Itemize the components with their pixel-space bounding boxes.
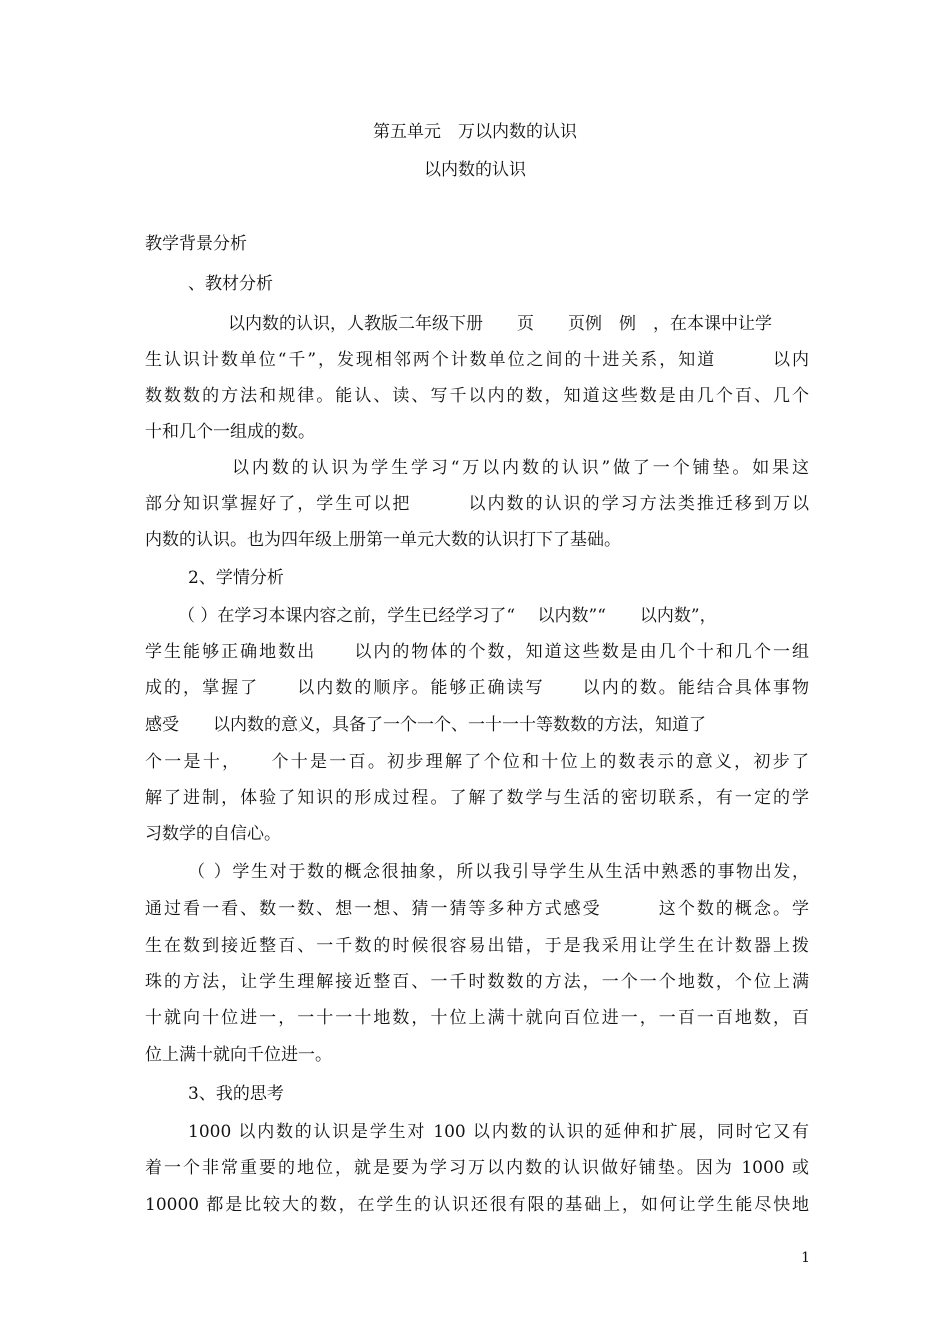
paragraph-line: 以内数的认识为学生学习“万以内数的认识”做了一个铺垫。如果这 [232,458,809,478]
subheading-textbook-analysis: 、教材分析 [188,274,273,294]
paragraph-line: 部分知识掌握好了，学生可以把 以内数的认识的学习方法类推迁移到万以 [145,494,809,514]
paragraph-line: 个一是十， 个十是一百。初步理解了个位和十位上的数表示的意义，初步了 [145,752,809,772]
paragraph-line: 感受 以内数的意义，具备了一个一个、一十一十等数数的方法，知道了 [145,715,706,735]
subheading-student-analysis: 2、学情分析 [188,568,284,588]
paragraph-line: 珠的方法，让学生理解接近整百、一千时数数的方法，一个一个地数，个位上满 [145,972,809,992]
document-title: 第五单元 万以内数的认识 [373,122,577,142]
paragraph-line: 位上满十就向千位进一。 [145,1045,332,1065]
paragraph-line: 1000 以内数的认识是学生对 100 以内数的认识的延伸和扩展，同时它又有 [188,1122,809,1142]
section-heading: 教学背景分析 [145,234,247,254]
paragraph-line: 通过看一看、数一数、想一想、猜一猜等多种方式感受 这个数的概念。学 [145,899,809,919]
paragraph-line: 解了进制，体验了知识的形成过程。了解了数学与生活的密切联系，有一定的学 [145,788,809,808]
paragraph-line: （ ）学生对于数的概念很抽象，所以我引导学生从生活中熟悉的事物出发， [188,862,809,882]
paragraph-line: 十和几个一组成的数。 [145,422,315,442]
paragraph-line: 内数的认识。也为四年级上册第一单元大数的认识打下了基础。 [145,530,621,550]
paragraph-line: 10000 都是比较大的数，在学生的认识还很有限的基础上，如何让学生能尽快地 [145,1195,809,1215]
paragraph-line: 十就向十位进一，一十一十地数，十位上满十就向百位进一，一百一百地数，百 [145,1008,809,1028]
paragraph-line: （ ）在学习本课内容之前，学生已经学习了“ 以内数”“ 以内数”， [178,606,717,626]
paragraph-line: 生认识计数单位“千”，发现相邻两个计数单位之间的十进关系，知道 以内 [145,350,809,370]
paragraph-line: 成的，掌握了 以内数的顺序。能够正确读写 以内的数。能结合具体事物 [145,678,809,698]
paragraph-line: 学生能够正确地数出 以内的物体的个数，知道这些数是由几个十和几个一组 [145,642,809,662]
document-subtitle: 以内数的认识 [424,160,526,180]
page-number: 1 [801,1250,810,1266]
paragraph-line: 数数数的方法和规律。能认、读、写千以内的数，知道这些数是由几个百、几个 [145,386,809,406]
paragraph-line: 生在数到接近整百、一千数的时候很容易出错，于是我采用让学生在计数器上拨 [145,936,809,956]
paragraph-line: 习数学的自信心。 [145,824,281,844]
paragraph-line: 以内数的认识，人教版二年级下册 页 页例 例 ，在本课中让学 [228,314,772,334]
subheading-my-thoughts: 3、我的思考 [188,1084,284,1104]
paragraph-line: 着一个非常重要的地位，就是要为学习万以内数的认识做好铺垫。因为 1000 或 [145,1158,809,1178]
